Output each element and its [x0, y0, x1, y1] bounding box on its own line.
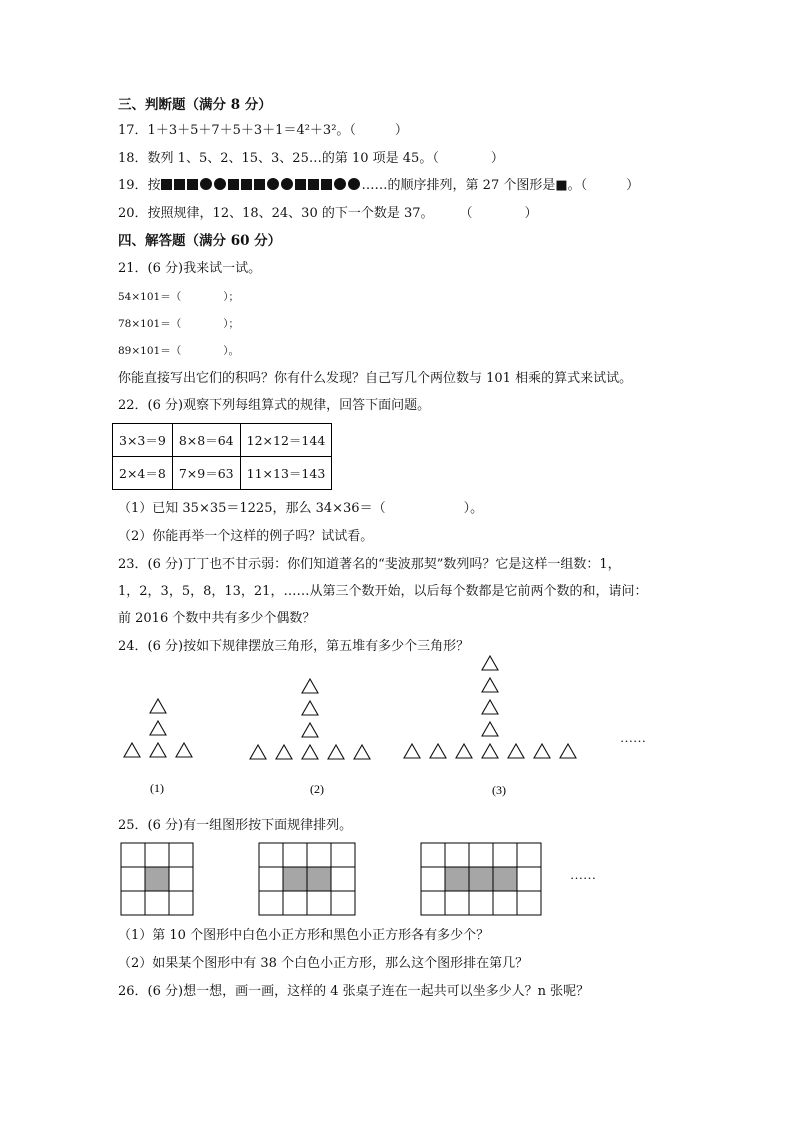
triangle-icon — [534, 744, 550, 758]
triangle-icon — [150, 721, 166, 735]
triangle-icon — [456, 744, 472, 758]
question-21-calc-1: 54×101＝（ ）； — [118, 291, 239, 303]
triangle-icon — [276, 745, 292, 759]
question-26: 26．(6 分)想一想，画一画，这样的 4 张桌子连在一起共可以坐多少人？n 张呢？ — [118, 984, 590, 999]
white-square — [121, 867, 145, 891]
triangle-icon — [302, 723, 318, 737]
shaded-square — [493, 867, 517, 891]
triangle-icon — [176, 743, 192, 757]
pile-label-3: (3) — [492, 783, 506, 797]
white-square — [145, 891, 169, 915]
shaded-square — [469, 867, 493, 891]
white-square — [517, 891, 541, 915]
white-square — [331, 843, 355, 867]
white-square — [469, 891, 493, 915]
question-23-line-1: 23．(6 分)丁丁也不甘示弱：你们知道著名的“斐波那契”数列吗？它是这样一组数：1， — [118, 557, 621, 572]
white-square — [469, 843, 493, 867]
white-square — [493, 891, 517, 915]
shaded-square — [445, 867, 469, 891]
triangle-icon — [404, 744, 420, 758]
triangle-icon — [508, 744, 524, 758]
white-square — [307, 891, 331, 915]
question-23-line-3: 前 2016 个数中共有多少个偶数？ — [118, 611, 316, 626]
white-square — [517, 843, 541, 867]
triangle-icon — [328, 745, 344, 759]
table-cell: 2×4＝8 — [113, 457, 173, 490]
white-square — [169, 867, 193, 891]
question-19-prefix: 19．按 — [118, 178, 161, 193]
pile-ellipsis: …… — [620, 730, 646, 745]
table-cell: 3×3＝9 — [113, 424, 173, 457]
white-square — [283, 843, 307, 867]
shaded-square — [283, 867, 307, 891]
white-square — [121, 843, 145, 867]
triangle-icon — [430, 744, 446, 758]
question-25-sub-2: （2）如果某个图形中有 38 个白色小正方形，那么这个图形排在第几？ — [118, 956, 529, 971]
table-cell: 12×12＝144 — [240, 424, 332, 457]
white-square — [517, 867, 541, 891]
white-square — [121, 891, 145, 915]
section-4-title: 四、解答题（满分 60 分） — [118, 233, 282, 249]
triangle-icon — [482, 722, 498, 736]
question-21-stem: 21．(6 分)我来试一试。 — [118, 261, 262, 276]
question-25-stem: 25．(6 分)有一组图形按下面规律排列。 — [118, 818, 353, 833]
white-square — [259, 867, 283, 891]
table-cell: 7×9＝63 — [172, 457, 240, 490]
white-square — [493, 843, 517, 867]
white-square — [259, 843, 283, 867]
question-25-sub-1: （1）第 10 个图形中白色小正方形和黑色小正方形各有多少个？ — [118, 928, 490, 943]
question-22-stem: 22．(6 分)观察下列每组算式的规律，回答下面问题。 — [118, 398, 431, 413]
question-18: 18．数列 1、5、2、15、3、25…的第 10 项是 45。（ ） — [118, 151, 504, 166]
triangle-icon — [150, 743, 166, 757]
white-square — [145, 843, 169, 867]
white-square — [421, 867, 445, 891]
white-square — [169, 843, 193, 867]
triangle-icon — [482, 656, 498, 670]
pile-label-2: (2) — [310, 782, 324, 796]
triangle-icon — [302, 701, 318, 715]
square-grids — [121, 843, 541, 915]
triangle-icon — [302, 745, 318, 759]
question-19-suffix: ……的顺序排列，第 27 个图形是■。（ ） — [361, 178, 640, 193]
white-square — [445, 891, 469, 915]
triangle-icon — [250, 745, 266, 759]
shaded-square — [307, 867, 331, 891]
triangle-icon — [302, 679, 318, 693]
question-22-sub-1: （1）已知 35×35＝1225，那么 34×36＝（ ）。 — [118, 501, 484, 516]
shaded-square — [145, 867, 169, 891]
question-20: 20．按照规律，12、18、24、30 的下一个数是 37。 （ ） — [118, 206, 538, 221]
grid-ellipsis: …… — [570, 867, 596, 882]
triangle-icon — [124, 743, 140, 757]
white-square — [259, 891, 283, 915]
white-square — [283, 891, 307, 915]
pile-label-1: (1) — [150, 781, 164, 795]
white-square — [169, 891, 193, 915]
question-21-calc-3: 89×101＝（ ）。 — [118, 345, 239, 357]
question-21-calc-2: 78×101＝（ ）； — [118, 318, 239, 330]
triangle-icon — [560, 744, 576, 758]
question-24-stem: 24．(6 分)按如下规律摆放三角形，第五堆有多少个三角形？ — [118, 639, 470, 654]
question-22-sub-2: （2）你能再举一个这样的例子吗？试试看。 — [118, 529, 374, 544]
triangle-icon — [482, 678, 498, 692]
triangle-icon — [354, 745, 370, 759]
white-square — [331, 891, 355, 915]
section-3-title: 三、判断题（满分 8 分） — [118, 97, 272, 113]
triangle-piles — [124, 656, 576, 759]
table-cell: 11×13＝143 — [240, 457, 332, 490]
question-21-prompt: 你能直接写出它们的积吗？你有什么发现？自己写几个两位数与 101 相乘的算式来试试。 — [118, 371, 633, 386]
white-square — [421, 891, 445, 915]
white-square — [307, 843, 331, 867]
table-cell: 8×8＝64 — [172, 424, 240, 457]
white-square — [331, 867, 355, 891]
triangle-icon — [482, 744, 498, 758]
white-square — [445, 843, 469, 867]
question-23-line-2: 1，2，3，5，8，13，21，……从第三个数开始，以后每个数都是它前两个数的和，请问： — [118, 584, 648, 599]
triangle-icon — [150, 699, 166, 713]
white-square — [421, 843, 445, 867]
question-17: 17．1＋3＋5＋7＋5＋3＋1＝4²＋3²。（ ） — [118, 123, 408, 138]
triangle-icon — [482, 700, 498, 714]
